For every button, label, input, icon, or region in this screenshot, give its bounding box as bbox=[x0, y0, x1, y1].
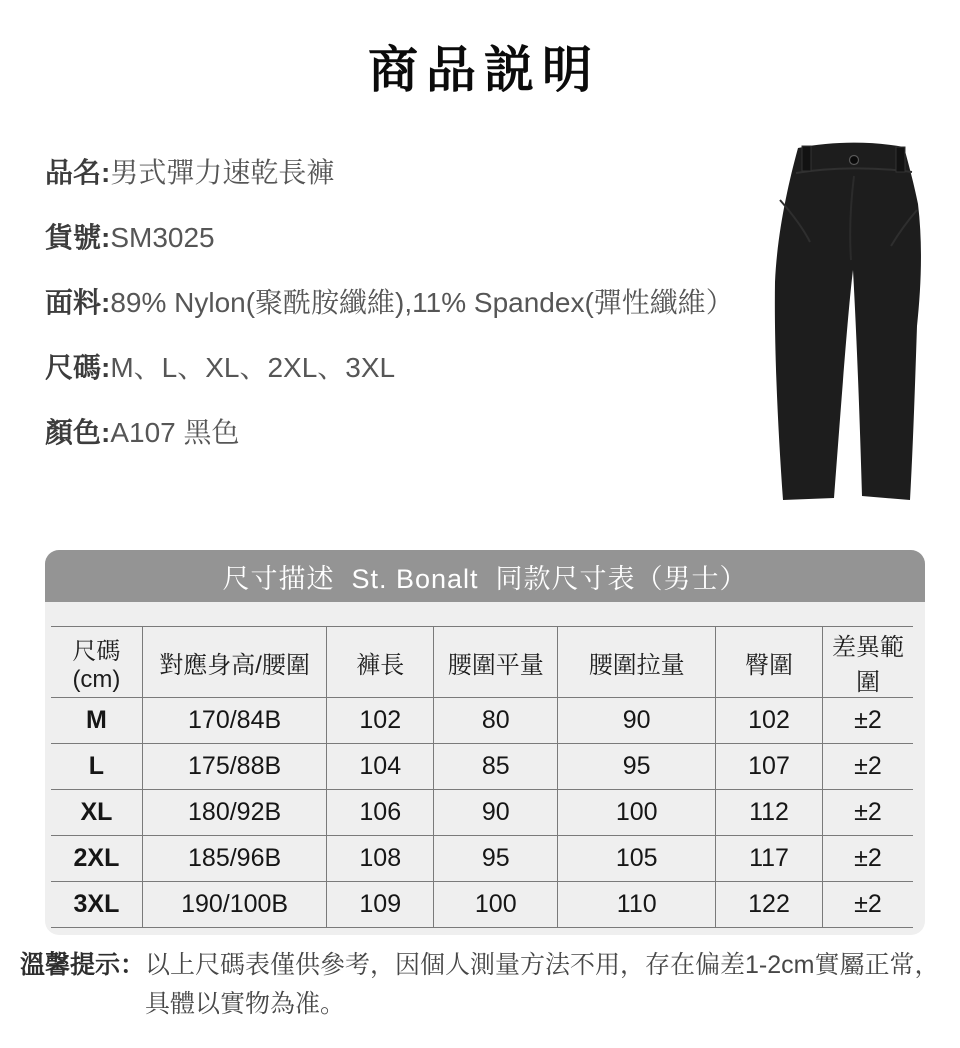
table-row-xl bbox=[51, 790, 913, 836]
size-cell: ±2 bbox=[822, 882, 913, 928]
size-cell: 170/84B bbox=[142, 698, 326, 744]
size-cell: 90 bbox=[434, 790, 558, 836]
column-header-size: 尺碼(cm) bbox=[51, 627, 142, 698]
column-header-height-waist: 對應身高/腰圍 bbox=[142, 627, 326, 698]
table-header-row bbox=[51, 627, 913, 698]
field-label: 顏色: bbox=[45, 417, 111, 448]
field-value: 89% Nylon(聚酰胺纖維),11% Spandex(彈性纖維） bbox=[110, 287, 734, 318]
size-cell: 106 bbox=[327, 790, 434, 836]
size-table-title: 尺寸描述 St. Bonalt 同款尺寸表（男士） bbox=[45, 550, 925, 602]
field-value: M、L、XL、2XL、3XL bbox=[110, 352, 396, 383]
product-sizes-line bbox=[45, 351, 734, 385]
size-cell: 112 bbox=[716, 790, 823, 836]
size-cell: L bbox=[51, 744, 142, 790]
field-value: 男式彈力速乾長褲 bbox=[110, 157, 335, 188]
size-cell: 122 bbox=[716, 882, 823, 928]
field-label: 面料: bbox=[45, 287, 111, 318]
size-cell: 85 bbox=[434, 744, 558, 790]
product-info bbox=[45, 156, 734, 481]
size-cell: 80 bbox=[434, 698, 558, 744]
product-color-line bbox=[45, 416, 734, 450]
size-cell: 100 bbox=[434, 882, 558, 928]
size-cell: 175/88B bbox=[142, 744, 326, 790]
size-cell: XL bbox=[51, 790, 142, 836]
footer-note bbox=[20, 946, 939, 1024]
table-row-m bbox=[51, 698, 913, 744]
size-cell: 2XL bbox=[51, 836, 142, 882]
footer-note-line-2: 具體以實物為准。 bbox=[145, 990, 346, 1018]
size-cell: 95 bbox=[558, 744, 716, 790]
size-cell: 117 bbox=[716, 836, 823, 882]
field-value: A107 黑色 bbox=[110, 417, 240, 448]
product-name-line bbox=[45, 156, 734, 190]
column-header-tolerance: 差異範圍 bbox=[822, 627, 913, 698]
size-cell: 3XL bbox=[51, 882, 142, 928]
column-header-waist-stretch: 腰圍拉量 bbox=[558, 627, 716, 698]
column-header-waist-flat: 腰圍平量 bbox=[434, 627, 558, 698]
product-image-pants bbox=[768, 138, 960, 524]
column-header-length: 褲長 bbox=[327, 627, 434, 698]
size-cell: 90 bbox=[558, 698, 716, 744]
size-cell: 180/92B bbox=[142, 790, 326, 836]
size-cell: 100 bbox=[558, 790, 716, 836]
size-cell: 190/100B bbox=[142, 882, 326, 928]
size-chart-card bbox=[45, 550, 925, 935]
size-cell: ±2 bbox=[822, 790, 913, 836]
page-title: 商品説明 bbox=[368, 42, 600, 98]
size-cell: 109 bbox=[327, 882, 434, 928]
field-label: 貨號: bbox=[45, 222, 111, 253]
size-cell: ±2 bbox=[822, 744, 913, 790]
field-value: SM3025 bbox=[110, 222, 215, 253]
column-header-hip: 臀圍 bbox=[716, 627, 823, 698]
table-row-2xl bbox=[51, 836, 913, 882]
size-cell: ±2 bbox=[822, 836, 913, 882]
size-table bbox=[51, 626, 913, 928]
pants-illustration bbox=[768, 138, 960, 524]
size-cell: 108 bbox=[327, 836, 434, 882]
size-cell: ±2 bbox=[822, 698, 913, 744]
field-label: 尺碼: bbox=[45, 352, 111, 383]
size-cell: 185/96B bbox=[142, 836, 326, 882]
footer-note-line-1: 以上尺碼表僅供參考，因個人測量方法不用，存在偏差1-2cm實屬正常， bbox=[145, 951, 940, 979]
size-cell: 105 bbox=[558, 836, 716, 882]
size-cell: 104 bbox=[327, 744, 434, 790]
product-fabric-line bbox=[45, 286, 734, 320]
table-row-l bbox=[51, 744, 913, 790]
size-cell: 107 bbox=[716, 744, 823, 790]
table-row-3xl bbox=[51, 882, 913, 928]
footer-note-text bbox=[145, 946, 939, 1024]
size-cell: 110 bbox=[558, 882, 716, 928]
size-cell: 102 bbox=[716, 698, 823, 744]
size-cell: M bbox=[51, 698, 142, 744]
size-cell: 102 bbox=[327, 698, 434, 744]
field-label: 品名: bbox=[45, 157, 111, 188]
footer-note-label: 溫馨提示： bbox=[20, 951, 146, 979]
size-cell: 95 bbox=[434, 836, 558, 882]
product-sku-line bbox=[45, 221, 734, 255]
